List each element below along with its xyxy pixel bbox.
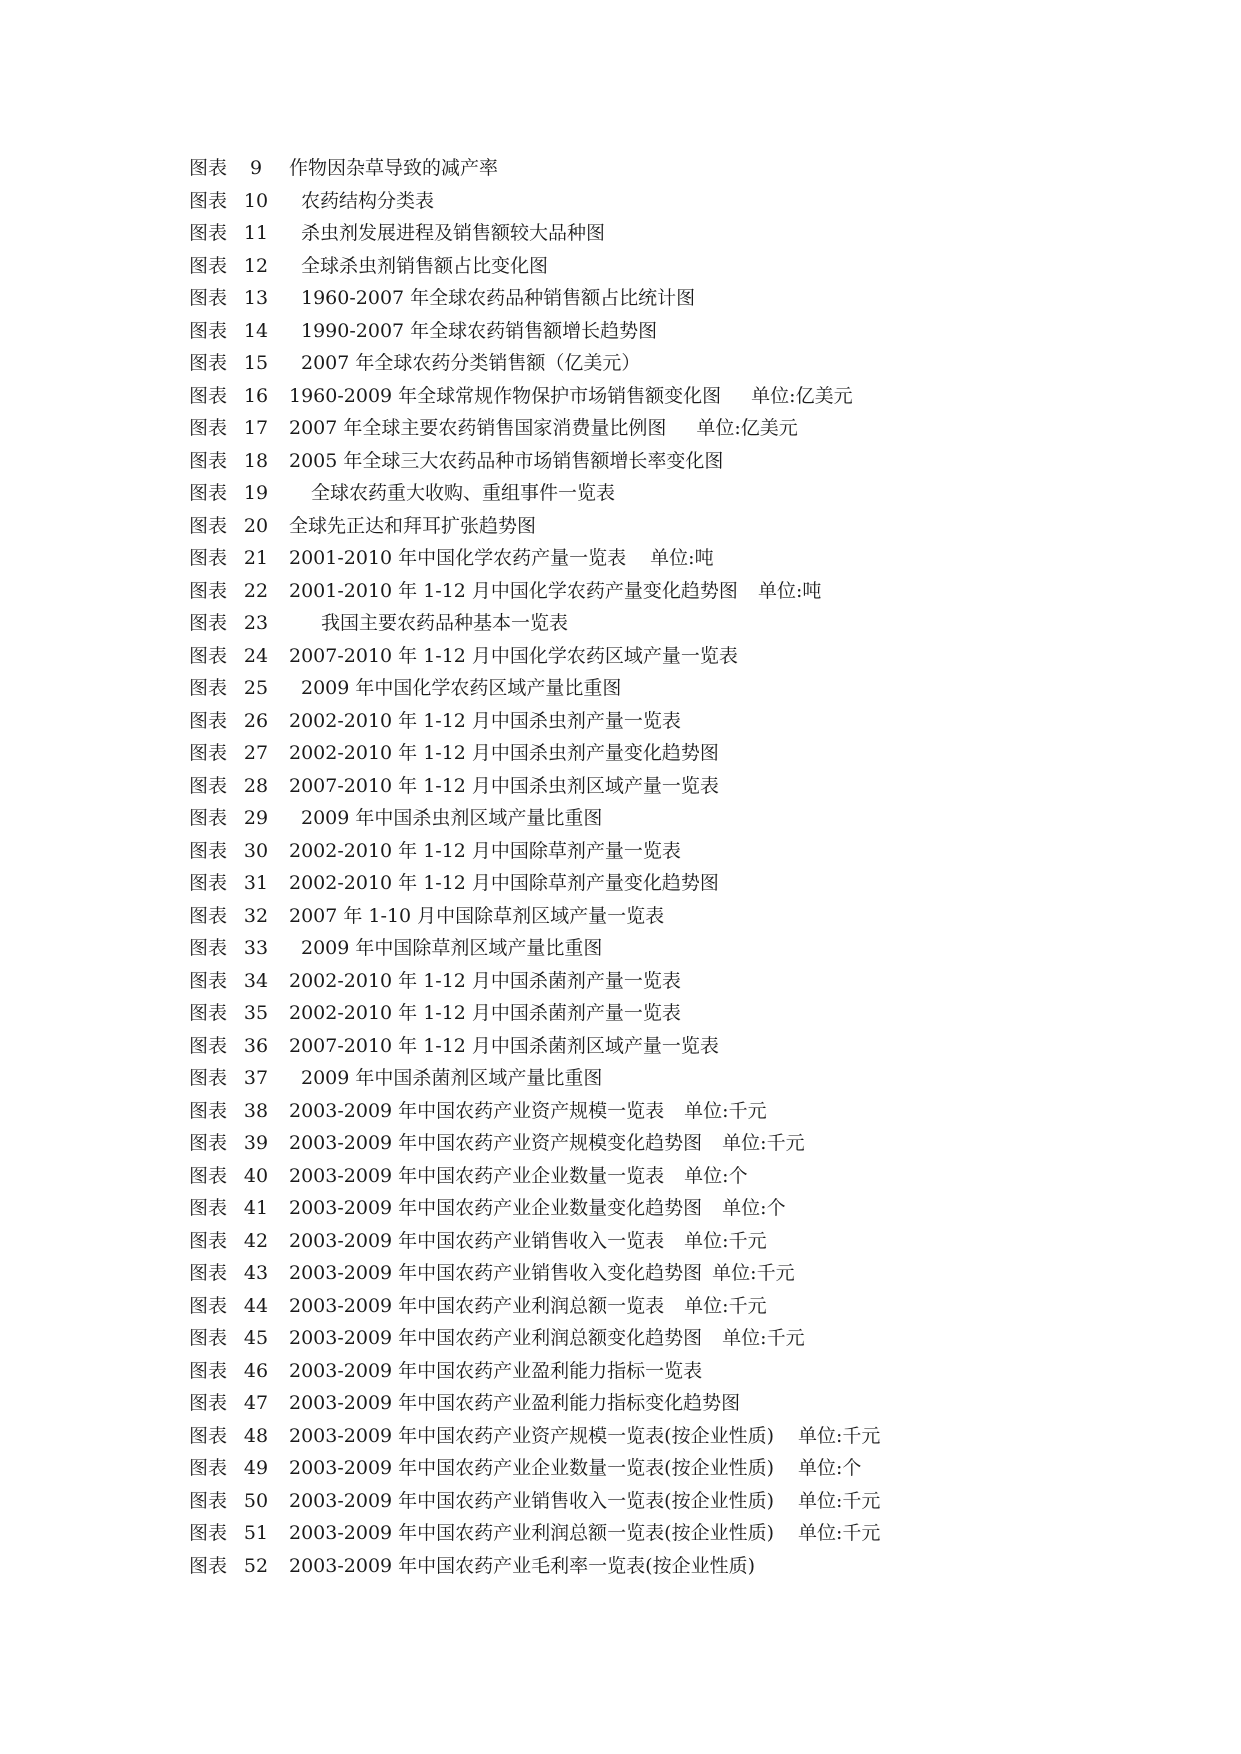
figure-entry <box>189 477 1149 510</box>
figure-entry <box>189 412 1149 445</box>
figure-title: 作物因杂草导致的减产率 <box>289 157 499 179</box>
figure-entry <box>189 835 1149 868</box>
figure-number: 15 <box>243 352 269 374</box>
figure-label: 图表 <box>189 352 228 374</box>
figure-entry <box>189 1257 1149 1290</box>
figure-entry <box>189 1290 1149 1323</box>
figure-title: 2007-2010 年 1-12 月中国化学农药区域产量一览表 <box>289 644 738 667</box>
figure-entry <box>189 770 1149 803</box>
figure-list <box>189 152 1149 1582</box>
figure-entry <box>189 217 1149 250</box>
figure-number: 51 <box>243 1522 269 1544</box>
figure-title: 2009 年中国杀虫剂区域产量比重图 <box>301 807 603 829</box>
figure-unit: 单位:吨 <box>757 579 822 602</box>
figure-number: 25 <box>243 677 269 699</box>
figure-number: 18 <box>243 449 269 472</box>
figure-number: 49 <box>243 1457 269 1479</box>
figure-number: 11 <box>243 222 269 244</box>
figure-label: 图表 <box>189 1034 228 1057</box>
figure-label: 图表 <box>189 644 228 667</box>
figure-title: 全球农药重大收购、重组事件一览表 <box>311 482 616 504</box>
figure-number: 19 <box>243 482 269 504</box>
figure-label: 图表 <box>189 189 228 212</box>
figure-label: 图表 <box>189 1197 228 1219</box>
figure-unit: 单位:千元 <box>722 1132 805 1154</box>
figure-label: 图表 <box>189 1522 228 1544</box>
figure-title: 2002-2010 年 1-12 月中国杀虫剂产量一览表 <box>289 709 681 732</box>
figure-label: 图表 <box>189 547 228 569</box>
figure-unit: 单位:亿美元 <box>696 417 798 439</box>
figure-number: 43 <box>243 1262 269 1284</box>
figure-label: 图表 <box>189 1489 228 1512</box>
figure-number: 33 <box>243 937 269 959</box>
figure-entry <box>189 1485 1149 1518</box>
figure-number: 30 <box>243 839 269 862</box>
figure-unit: 单位:亿美元 <box>751 384 853 407</box>
figure-label: 图表 <box>189 579 228 602</box>
figure-title: 2003-2009 年中国农药产业资产规模一览表 <box>289 1099 665 1122</box>
figure-title: 2003-2009 年中国农药产业利润总额变化趋势图 <box>289 1327 703 1349</box>
figure-title: 2003-2009 年中国农药产业销售收入变化趋势图 <box>289 1262 703 1284</box>
figure-entry <box>189 315 1149 348</box>
figure-entry <box>189 1517 1149 1550</box>
figure-number: 17 <box>243 417 269 439</box>
figure-title: 2002-2010 年 1-12 月中国杀菌剂产量一览表 <box>289 969 681 992</box>
figure-entry <box>189 1322 1149 1355</box>
figure-unit: 单位:千元 <box>684 1229 767 1252</box>
figure-entry <box>189 1387 1149 1420</box>
figure-entry <box>189 152 1149 185</box>
figure-entry <box>189 185 1149 218</box>
figure-label: 图表 <box>189 709 228 732</box>
figure-unit: 单位:个 <box>684 1164 748 1187</box>
figure-number: 35 <box>243 1002 269 1024</box>
figure-number: 22 <box>243 579 269 602</box>
figure-unit: 单位:吨 <box>650 547 714 569</box>
figure-entry <box>189 900 1149 933</box>
figure-number: 38 <box>243 1099 269 1122</box>
figure-number: 47 <box>243 1392 269 1414</box>
figure-label: 图表 <box>189 384 228 407</box>
figure-number: 42 <box>243 1229 269 1252</box>
figure-title: 2007 年全球农药分类销售额（亿美元） <box>301 352 641 374</box>
figure-label: 图表 <box>189 969 228 992</box>
figure-entry <box>189 380 1149 413</box>
figure-label: 图表 <box>189 157 228 179</box>
figure-unit: 单位:千元 <box>712 1262 795 1284</box>
figure-number: 44 <box>243 1294 269 1317</box>
figure-entry <box>189 282 1149 315</box>
figure-title: 2003-2009 年中国农药产业销售收入一览表 <box>289 1229 665 1252</box>
figure-label: 图表 <box>189 677 228 699</box>
figure-number: 31 <box>243 872 269 894</box>
figure-unit: 单位:千元 <box>798 1424 881 1447</box>
figure-label: 图表 <box>189 417 228 439</box>
figure-title: 2005 年全球三大农药品种市场销售额增长率变化图 <box>289 449 724 472</box>
figure-title: 2002-2010 年 1-12 月中国除草剂产量变化趋势图 <box>289 872 719 894</box>
figure-number: 52 <box>243 1554 269 1577</box>
figure-entry <box>189 1420 1149 1453</box>
figure-label: 图表 <box>189 1099 228 1122</box>
figure-label: 图表 <box>189 254 228 277</box>
figure-entry <box>189 802 1149 835</box>
figure-label: 图表 <box>189 514 228 537</box>
figure-title: 1960-2009 年全球常规作物保护市场销售额变化图 <box>289 384 722 407</box>
figure-number: 46 <box>243 1359 269 1382</box>
figure-title: 2003-2009 年中国农药产业企业数量一览表(按企业性质) <box>289 1457 774 1479</box>
figure-title: 2002-2010 年 1-12 月中国杀虫剂产量变化趋势图 <box>289 742 719 764</box>
figure-title: 1960-2007 年全球农药品种销售额占比统计图 <box>301 287 696 309</box>
figure-number: 28 <box>243 774 269 797</box>
figure-title: 2007 年 1-10 月中国除草剂区域产量一览表 <box>289 904 665 927</box>
figure-title: 2003-2009 年中国农药产业资产规模变化趋势图 <box>289 1132 703 1154</box>
figure-title: 2003-2009 年中国农药产业销售收入一览表(按企业性质) <box>289 1489 774 1512</box>
figure-entry <box>189 737 1149 770</box>
figure-number: 34 <box>243 969 269 992</box>
figure-title: 2007-2010 年 1-12 月中国杀菌剂区域产量一览表 <box>289 1034 719 1057</box>
figure-number: 14 <box>243 319 269 342</box>
figure-number: 40 <box>243 1164 269 1187</box>
figure-entry <box>189 1225 1149 1258</box>
figure-entry <box>189 1095 1149 1128</box>
figure-number: 16 <box>243 384 269 407</box>
figure-number: 45 <box>243 1327 269 1349</box>
figure-number: 10 <box>243 189 269 212</box>
figure-number: 29 <box>243 807 269 829</box>
figure-title: 2009 年中国除草剂区域产量比重图 <box>301 937 603 959</box>
figure-entry <box>189 347 1149 380</box>
figure-unit: 单位:千元 <box>684 1099 767 1122</box>
figure-label: 图表 <box>189 1424 228 1447</box>
figure-title: 2007-2010 年 1-12 月中国杀虫剂区域产量一览表 <box>289 774 719 797</box>
figure-label: 图表 <box>189 1554 228 1577</box>
figure-label: 图表 <box>189 742 228 764</box>
figure-entry <box>189 1062 1149 1095</box>
figure-title: 全球杀虫剂销售额占比变化图 <box>301 254 549 277</box>
figure-entry <box>189 1030 1149 1063</box>
figure-number: 48 <box>243 1424 269 1447</box>
figure-unit: 单位:千元 <box>684 1294 767 1317</box>
figure-title: 2003-2009 年中国农药产业毛利率一览表(按企业性质) <box>289 1554 755 1577</box>
figure-entry <box>189 867 1149 900</box>
figure-label: 图表 <box>189 904 228 927</box>
figure-unit: 单位:千元 <box>798 1489 881 1512</box>
figure-title: 2003-2009 年中国农药产业企业数量一览表 <box>289 1164 665 1187</box>
figure-entry <box>189 445 1149 478</box>
figure-entry <box>189 1452 1149 1485</box>
figure-label: 图表 <box>189 1392 228 1414</box>
figure-entry <box>189 705 1149 738</box>
figure-number: 12 <box>243 254 269 277</box>
figure-number: 20 <box>243 514 269 537</box>
figure-entry <box>189 250 1149 283</box>
figure-label: 图表 <box>189 1132 228 1154</box>
figure-label: 图表 <box>189 1067 228 1089</box>
figure-number: 32 <box>243 904 269 927</box>
figure-title: 2003-2009 年中国农药产业盈利能力指标一览表 <box>289 1359 703 1382</box>
figure-title: 2001-2010 年 1-12 月中国化学农药产量变化趋势图 <box>289 579 738 602</box>
figure-number: 23 <box>243 612 269 634</box>
figure-number: 37 <box>243 1067 269 1089</box>
figure-entry <box>189 640 1149 673</box>
figure-title: 2003-2009 年中国农药产业盈利能力指标变化趋势图 <box>289 1392 741 1414</box>
figure-title: 全球先正达和拜耳扩张趋势图 <box>289 514 537 537</box>
figure-number: 26 <box>243 709 269 732</box>
figure-entry <box>189 1127 1149 1160</box>
figure-unit: 单位:千元 <box>798 1522 881 1544</box>
figure-number: 50 <box>243 1489 269 1512</box>
figure-unit: 单位:个 <box>722 1197 786 1219</box>
figure-label: 图表 <box>189 287 228 309</box>
figure-label: 图表 <box>189 482 228 504</box>
figure-title: 2003-2009 年中国农药产业资产规模一览表(按企业性质) <box>289 1424 774 1447</box>
figure-number: 39 <box>243 1132 269 1154</box>
figure-title: 2009 年中国化学农药区域产量比重图 <box>301 677 622 699</box>
figure-title: 2001-2010 年中国化学农药产量一览表 <box>289 547 627 569</box>
figure-entry <box>189 997 1149 1030</box>
figure-entry <box>189 510 1149 543</box>
figure-number: 9 <box>249 157 263 179</box>
figure-title: 2003-2009 年中国农药产业企业数量变化趋势图 <box>289 1197 703 1219</box>
figure-entry <box>189 575 1149 608</box>
figure-title: 2002-2010 年 1-12 月中国杀菌剂产量一览表 <box>289 1002 681 1024</box>
figure-label: 图表 <box>189 449 228 472</box>
figure-label: 图表 <box>189 1262 228 1284</box>
figure-label: 图表 <box>189 1327 228 1349</box>
figure-label: 图表 <box>189 1294 228 1317</box>
figure-label: 图表 <box>189 612 228 634</box>
figure-entry <box>189 965 1149 998</box>
figure-title: 我国主要农药品种基本一览表 <box>321 612 569 634</box>
figure-entry <box>189 1192 1149 1225</box>
figure-entry <box>189 932 1149 965</box>
figure-number: 24 <box>243 644 269 667</box>
figure-label: 图表 <box>189 1002 228 1024</box>
figure-title: 农药结构分类表 <box>301 189 435 212</box>
figure-entry <box>189 1160 1149 1193</box>
figure-title: 2003-2009 年中国农药产业利润总额一览表 <box>289 1294 665 1317</box>
figure-label: 图表 <box>189 1359 228 1382</box>
figure-entry <box>189 607 1149 640</box>
figure-number: 27 <box>243 742 269 764</box>
figure-entry <box>189 542 1149 575</box>
figure-title: 2009 年中国杀菌剂区域产量比重图 <box>301 1067 603 1089</box>
figure-entry <box>189 1355 1149 1388</box>
figure-entry <box>189 672 1149 705</box>
figure-number: 41 <box>243 1197 269 1219</box>
figure-label: 图表 <box>189 1457 228 1479</box>
figure-label: 图表 <box>189 1229 228 1252</box>
figure-label: 图表 <box>189 872 228 894</box>
figure-label: 图表 <box>189 1164 228 1187</box>
figure-number: 36 <box>243 1034 269 1057</box>
figure-entry <box>189 1550 1149 1583</box>
figure-unit: 单位:个 <box>798 1457 862 1479</box>
figure-title: 杀虫剂发展进程及销售额较大品种图 <box>301 222 606 244</box>
figure-label: 图表 <box>189 774 228 797</box>
figure-number: 21 <box>243 547 269 569</box>
figure-label: 图表 <box>189 319 228 342</box>
figure-title: 2007 年全球主要农药销售国家消费量比例图 <box>289 417 667 439</box>
figure-label: 图表 <box>189 937 228 959</box>
figure-label: 图表 <box>189 807 228 829</box>
figure-title: 2002-2010 年 1-12 月中国除草剂产量一览表 <box>289 839 681 862</box>
figure-title: 2003-2009 年中国农药产业利润总额一览表(按企业性质) <box>289 1522 774 1544</box>
figure-title: 1990-2007 年全球农药销售额增长趋势图 <box>301 319 658 342</box>
figure-number: 13 <box>243 287 269 309</box>
figure-label: 图表 <box>189 222 228 244</box>
figure-label: 图表 <box>189 839 228 862</box>
figure-unit: 单位:千元 <box>722 1327 805 1349</box>
